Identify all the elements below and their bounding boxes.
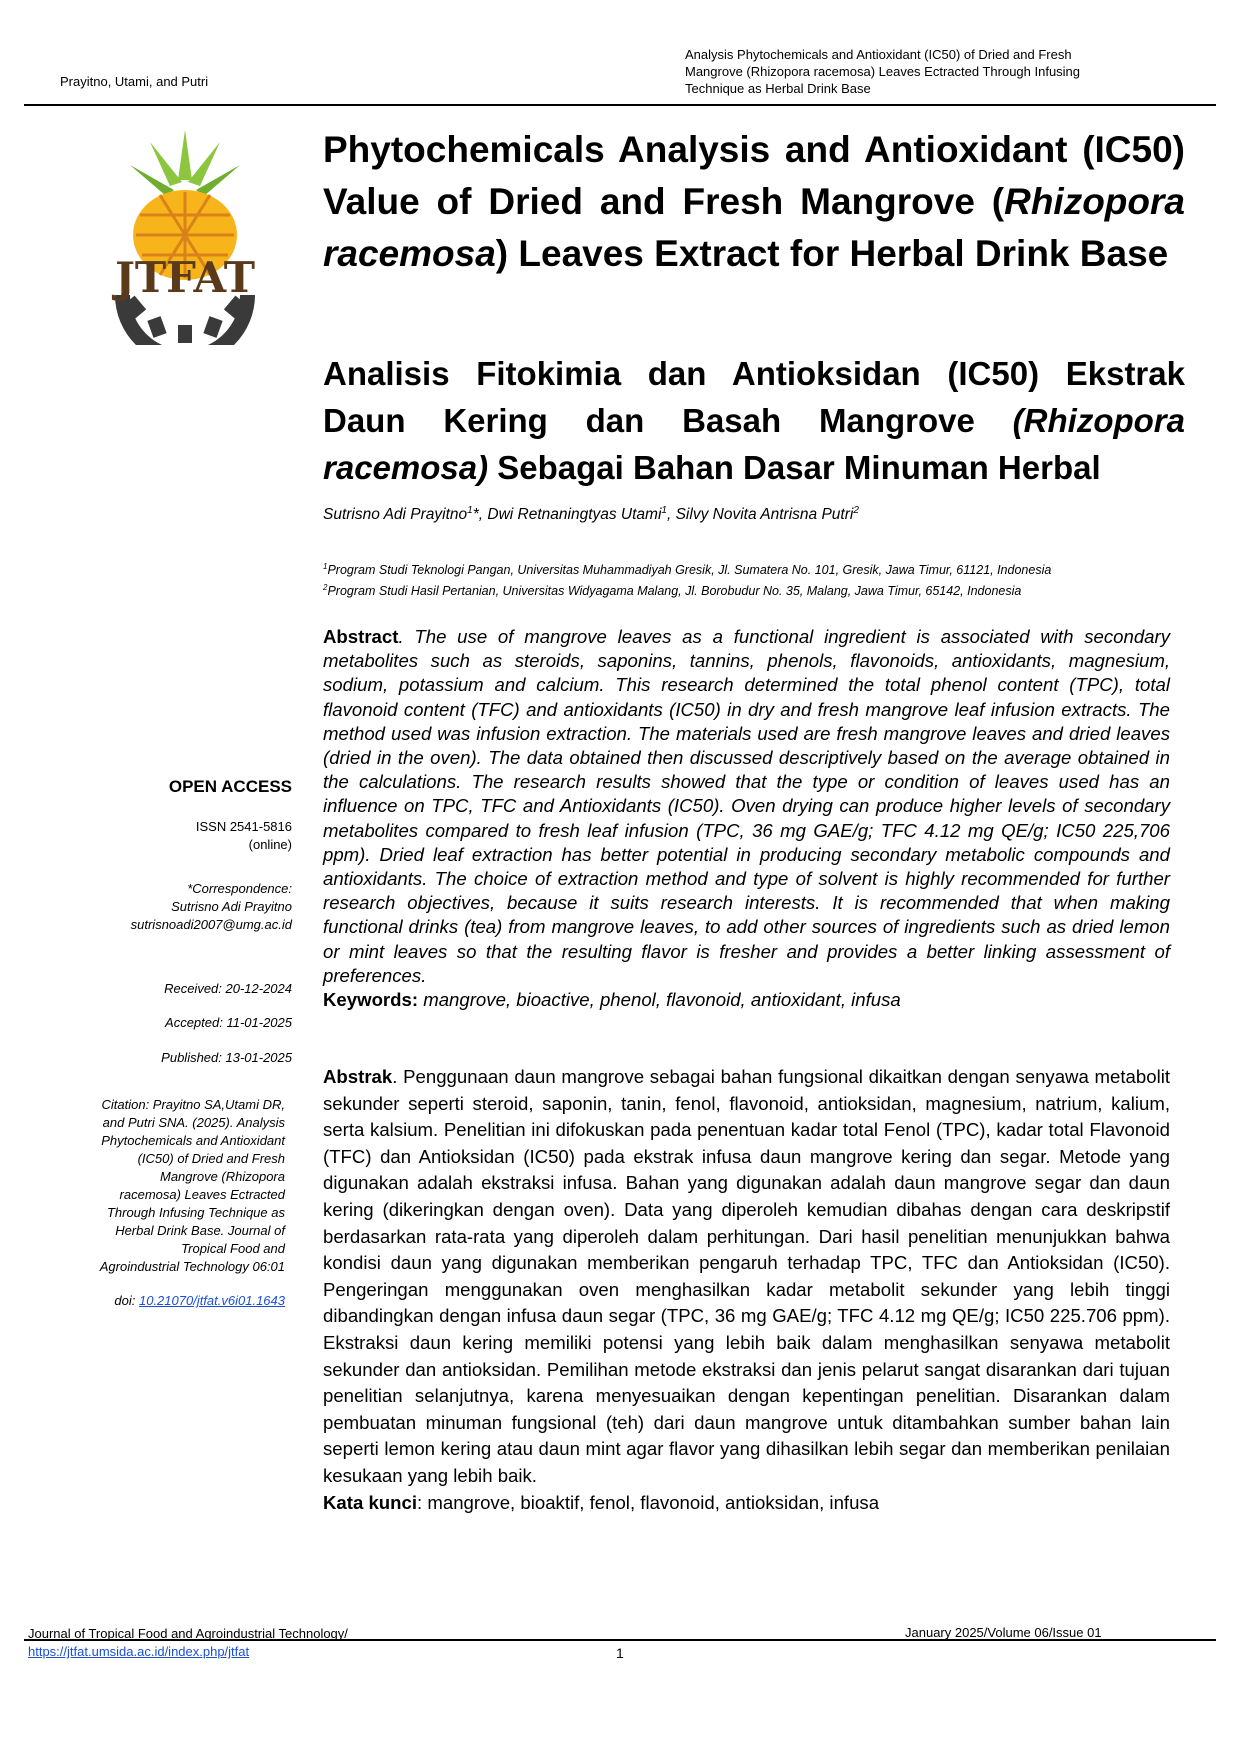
citation-line: Herbal Drink Base. Journal of [115,1223,285,1238]
title-id-part: Sebagai Bahan Dasar Minuman Herbal [488,449,1101,486]
affiliation-text: Program Studi Teknologi Pangan, Universitas Muhammadiyah Gresik, Jl. Sumatera No. 101, Gresik, Jawa Timur, 61121, Indonesia [327,563,1052,578]
corr-name: Sutrisno Adi Prayitno [171,899,292,914]
open-access-label: OPEN ACCESS [168,777,292,796]
citation-line: (IC50) of Dried and Fresh [137,1151,285,1166]
doi-link[interactable]: 10.21070/jtfat.v6i01.1643 [138,1293,285,1308]
page-number: 1 [616,1645,624,1661]
citation-line: and Putri SNA. (2025). Analysis [102,1115,285,1130]
footer-journal-name: Journal of Tropical Food and Agroindustrial Technology/ [28,1626,348,1641]
doi-label: doi: [114,1293,139,1308]
corr-label: *Correspondence: [187,881,292,896]
author-list [323,505,1185,524]
title-id-part: Analisis Fitokimia dan Antioksidan (IC50) Ekstrak Daun Kering dan Basah Mangrove [323,355,1185,439]
running-title [685,46,1165,97]
logo-text: JTFAT [114,253,256,302]
jtfat-logo [70,120,300,345]
abstrak-text: . Penggunaan daun mangrove sebagai bahan fungsional dikaitkan dengan senyawa metabolit sekunder seperti steroid, saponin, tanin, fenol, flavonoid, antioksidan, magnesium, natrium, kalium, serta kalsium. Penelitian ini difokuskan pada penentuan kadar total Fenol (TPC), kadar total Flavonoid (TFC) dan Antioksidan (IC50) pada ekstrak infusa daun mangrove kering dan segar. Metode yang digunakan adalah ekstraksi infusa. Bahan yang digunakan adalah daun mangrove segar dan daun kering (dikeringkan dengan oven). Data yang diperoleh kemudian dibahas dengan cara deskripstif berdasarkan rata-rata yang diperoleh dalam perhitungan. Dari hasil penelitian menunjukkan bahwa kondisi daun yang digunakan memberikan pengaruh terhadap TPC, TFC dan Antioksidan (IC50). Pengeringan menggunakan oven menghasilkan kadar metabolit sekunder yang lebih tinggi dibandingkan dengan infusa daun segar (TPC, 36 mg GAE/g; TFC 4.12 mg QE/g; IC50 225.706 ppm). Ekstraksi daun kering memiliki potensi yang lebih baik dalam menghasilkan senyawa metabolit sekunder dan antioksidan. Pemilihan metode ekstraksi dan jenis pelarut sangat disarankan dari tujuan penelitian selanjutnya, karena menyesuaikan dengan kepentingan penelitian. Disarankan dalam pembuatan minuman fungsional (teh) dari daun mangrove untuk ditambahkan sumber bahan lain seperti lemon kering atau daun mint agar flavor yang dihasilkan lebih segar dan memberikan penilaian kesukaan yang lebih baik. [323,1066,1170,1486]
author-mark: *, [472,506,488,524]
citation-line: Tropical Food and [181,1241,285,1256]
abstract [323,625,1170,1012]
author-name: Sutrisno Adi Prayitno [323,506,468,524]
affiliation-text: Program Studi Hasil Pertanian, Universitas Widyagama Malang, Jl. Borobudur No. 35, Malang, Jawa Timur, 65142, Indonesia [327,584,1022,599]
title-part: ) Leaves Extract for Herbal Drink Base [495,233,1169,274]
paper-title-indonesian [323,350,1185,491]
affiliation-line [323,579,1203,600]
author-sup: 2 [853,505,859,516]
header-rule [24,104,1216,106]
citation-line: racemosa) Leaves Ectracted [119,1187,285,1202]
affiliation-sup: 2 [323,583,328,593]
title-species: Rhizopora racemosa [323,181,1185,274]
received-date: Received: 20-12-2024 [164,981,292,996]
abstrak [323,1064,1170,1516]
citation-line: Phytochemicals and Antioxidant [101,1133,285,1148]
author-sup: 1 [467,505,473,516]
issn-line: ISSN 2541-5816 [195,819,292,834]
affiliation-line [323,558,1203,579]
title-part: Phytochemicals Analysis and Antioxidant (IC50) Value of Dried and Fresh Mangrove ( [323,129,1185,222]
running-title-line: Technique as Herbal Drink Base [685,81,871,96]
footer-issue: January 2025/Volume 06/Issue 01 [905,1625,1102,1640]
doi [114,1292,285,1310]
issn-line: (online) [248,837,292,852]
running-title-line: Analysis Phytochemicals and Antioxidant (IC50) of Dried and Fresh [685,47,1072,62]
keywords-text: mangrove, bioactive, phenol, flavonoid, antioxidant, infusa [418,989,901,1011]
abstrak-label: Abstrak [323,1066,393,1087]
author-name: Silvy Novita Antrisna Putri [675,506,854,524]
citation [100,1096,285,1276]
citation-line: Agroindustrial Technology 06:01 [99,1259,285,1274]
citation-line: Citation: Prayitno SA,Utami DR, [101,1097,285,1112]
author-name: Dwi Retnaningtyas Utami [487,506,662,524]
accepted-date: Accepted: 11-01-2025 [165,1015,292,1030]
title-id-species: (Rhizopora racemosa) [323,402,1185,486]
citation-line: Mangrove (Rhizopora [159,1169,285,1184]
corr-email[interactable]: sutrisnoadi2007@umg.ac.id [130,917,292,932]
kata-kunci-text: : mangrove, bioaktif, fenol, flavonoid, antioksidan, infusa [417,1491,880,1513]
citation-line: Through Infusing Technique as [106,1205,285,1220]
kata-kunci-label: Kata kunci [323,1491,418,1513]
author-sep: , [666,506,676,524]
abstract-text: . The use of mangrove leaves as a functional ingredient is associated with secondary metabolites such as steroids, saponins, tannins, phenols, flavonoids, antioxidants, magnesium, sodium, potassium and calcium. This research determined the total phenol content (TPC), total flavonoid content (TFC) and antioxidants (IC50) in dry and fresh mangrove leaf infusion extracts. The method used was infusion extraction. The materials used are fresh mangrove leaves and dried leaves (dried in the oven). The data obtained then discussed descriptively based on the average obtained in the calculations. The research results showed that the type or condition of leaves used has an influence on TPC, TFC and Antioxidants (IC50). Oven drying can produce higher levels of secondary metabolites compared to fresh leaf infusion (TPC, 36 mg GAE/g; TFC 4.12 mg QE/g; IC50 225,706 ppm). Dried leaf extraction has better potential in producing secondary metabolic compounds and antioxidants. The choice of extraction method and type of solvent is highly recommended for further research objectives, because it suits research interests. It is recommended that when making functional drinks (tea) from mangrove leaves, to add other sources of ingredients such as dried lemon or mint leaves so that the resulting flavor is fresher and provides a better linking assessment of preferences. [323,626,1170,986]
footer-journal-link[interactable]: https://jtfat.umsida.ac.id/index.php/jtfat [28,1644,250,1659]
published-date: Published: 13-01-2025 [161,1050,292,1065]
issn [196,818,292,854]
correspondence [131,880,292,934]
running-authors: Prayitno, Utami, and Putri [60,74,209,89]
footer-journal [28,1625,348,1661]
keywords-label: Keywords: [323,989,419,1011]
affiliations [323,558,1203,600]
running-title-line: Mangrove (Rhizopora racemosa) Leaves Ectracted Through Infusing [685,64,1081,79]
author-sup: 1 [661,505,667,516]
abstract-label: Abstract [323,626,399,647]
paper-title [323,124,1185,280]
affiliation-sup: 1 [323,562,328,571]
